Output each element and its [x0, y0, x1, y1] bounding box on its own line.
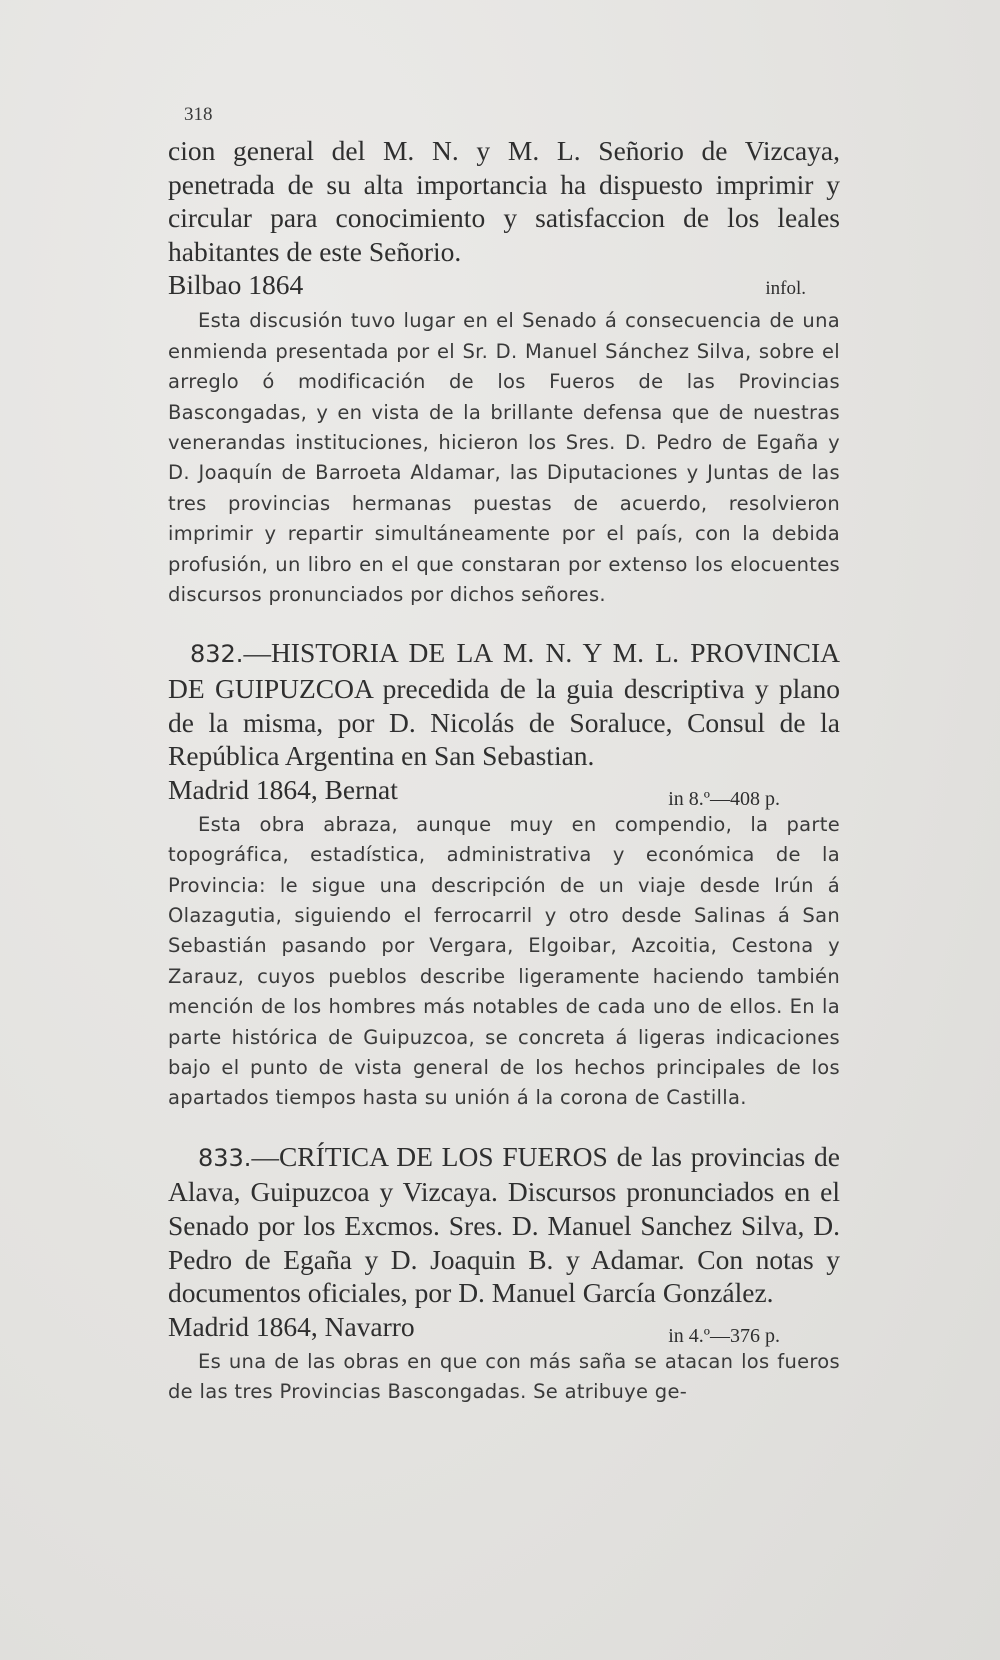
entry-note [168, 1347, 840, 1408]
entry-title: —CRÍTICA DE LOS FUEROS de las provincias de Alava, Guipuzcoa y Vizcaya. Discursos pronunciados en el Senado por los Excmos. Sres. D. Manuel Sanchez Silva, D. Pedro de Egaña y D. Joaquin B. y Adamar. Con notas y documentos oficiales, por D. Manuel García González. [168, 1140, 840, 1309]
intro-note [168, 306, 840, 610]
page-number: 318 [184, 104, 213, 125]
entry-number: 832. [190, 640, 244, 669]
page-body [168, 100, 840, 1408]
entry-note-text: Es una de las obras en que con más saña se atacan los fueros de las tres Provincias Bascongadas. Se atribuye ge- [168, 1349, 840, 1404]
intro-imprint-line [168, 268, 840, 306]
entry-number: 833. [198, 1143, 252, 1172]
entry-imprint: Madrid 1864, Navarro [168, 1310, 415, 1342]
entry-format: in 8.º—408 p. [668, 787, 780, 810]
intro-section [168, 100, 840, 610]
entry-title: —HISTORIA DE LA M. N. Y M. L. PROVINCIA DE GUIPUZCOA precedida de la guia descriptiva y plano de la misma, por D. Nicolás de Soraluce, Consul de la República Argentina en San Sebastian. [168, 637, 840, 772]
entry-833 [168, 1140, 840, 1408]
entry-note-text: Esta obra abraza, aunque muy en compendio, la parte topográfica, estadística, administrativa y económica de la Provincia: le sigue una descripción de un viaje desde Irún á Olazagutia, siguiendo el ferrocarril y otro desde Salinas á San Sebastián pasando por Vergara, Elgoibar, Azcoitia, Cestona y Zarauz, cuyos pueblos describe ligeramente haciendo también mención de los hombres más notables de cada uno de ellos. En la parte histórica de Guipuzcoa, se concreta á ligeras indicaciones bajo el punto de vista general de los hechos principales de los apartados tiempos hasta su unión á la corona de Castilla. [168, 812, 840, 1110]
intro-format: infol. [765, 278, 806, 300]
intro-text: cion general del M. N. y M. L. Señorio de Vizcaya, penetrada de su alta importancia ha dispuesto imprimir y circular para conocimiento y satisfaccion de los leales habitantes de este Señorio. [168, 135, 840, 267]
entry-imprint-line [168, 1310, 840, 1347]
entry-imprint: Madrid 1864, Bernat [168, 773, 398, 805]
intro-note-text: Esta discusión tuvo lugar en el Senado á consecuencia de una enmienda presentada por el Sr. D. Manuel Sánchez Silva, sobre el arreglo ó modificación de los Fueros de las Provincias Bascongadas, y en vista de la brillante defensa que de nuestras venerandas instituciones, hicieron los Sres. D. Pedro de Egaña y D. Joaquín de Barroeta Aldamar, las Diputaciones y Juntas de las tres provincias hermanas puestas de acuerdo, resolvieron imprimir y repartir simultáneamente por el país, con la debida profusión, un libro en el que constaran por extenso los elocuentes discursos pronunciados por dichos señores. [168, 309, 840, 607]
entry-text [168, 636, 840, 772]
entry-note [168, 810, 840, 1114]
entry-text [168, 1140, 840, 1310]
entry-format: in 4.º—376 p. [668, 1324, 780, 1347]
entry-imprint-line [168, 773, 840, 810]
entry-832 [168, 636, 840, 1113]
intro-imprint: Bilbao 1864 [168, 269, 304, 301]
